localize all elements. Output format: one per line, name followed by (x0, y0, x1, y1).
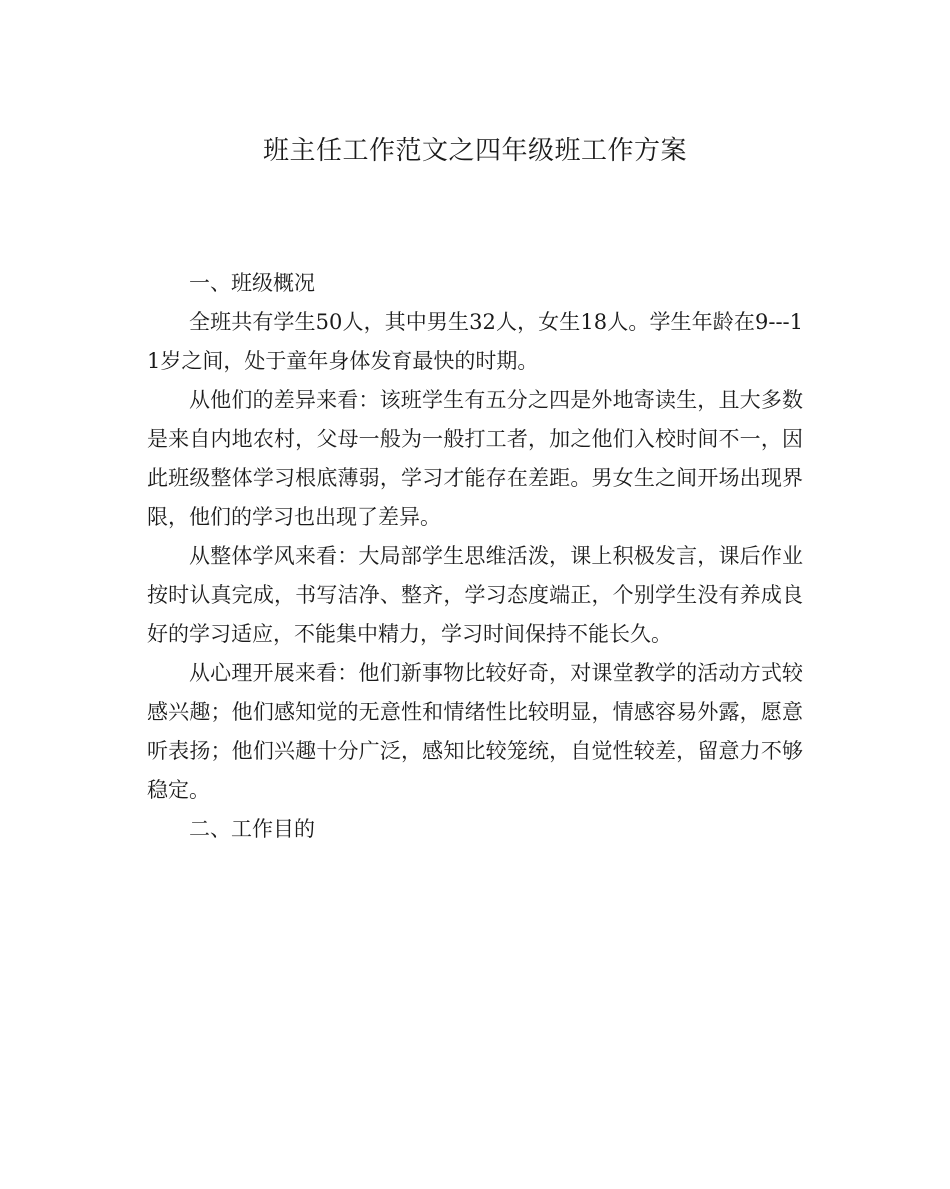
section-heading-class-overview: 一、班级概况 (189, 271, 315, 295)
paragraph-study-style: 从整体学风来看：大局部学生思维活泼，课上积极发言，课后作业按时认真完成，书写洁净、整齐，学习态度端正，个别学生没有养成良好的学习适应，不能集中精力，学习时间保持不能长久。 (147, 544, 803, 646)
section-heading-work-goals: 二、工作目的 (189, 817, 315, 841)
paragraph-student-count: 全班共有学生50人，其中男生32人，女生18人。学生年龄在9---11岁之间，处于童年身体发育最快的时期。 (147, 310, 803, 373)
document-body (147, 264, 803, 849)
paragraph-psychology: 从心理开展来看：他们新事物比较好奇，对课堂教学的活动方式较感兴趣；他们感知觉的无意性和情绪性比较明显，情感容易外露，愿意听表扬；他们兴趣十分广泛，感知比较笼统，自觉性较差，留意力不够稳定。 (147, 661, 803, 802)
document-title: 班主任工作范文之四年级班工作方案 (262, 136, 687, 166)
paragraph-differences: 从他们的差异来看：该班学生有五分之四是外地寄读生，且大多数是来自内地农村，父母一般为一般打工者，加之他们入校时间不一，因此班级整体学习根底薄弱，学习才能存在差距。男女生之间开场出现界限，他们的学习也出现了差异。 (147, 388, 803, 529)
